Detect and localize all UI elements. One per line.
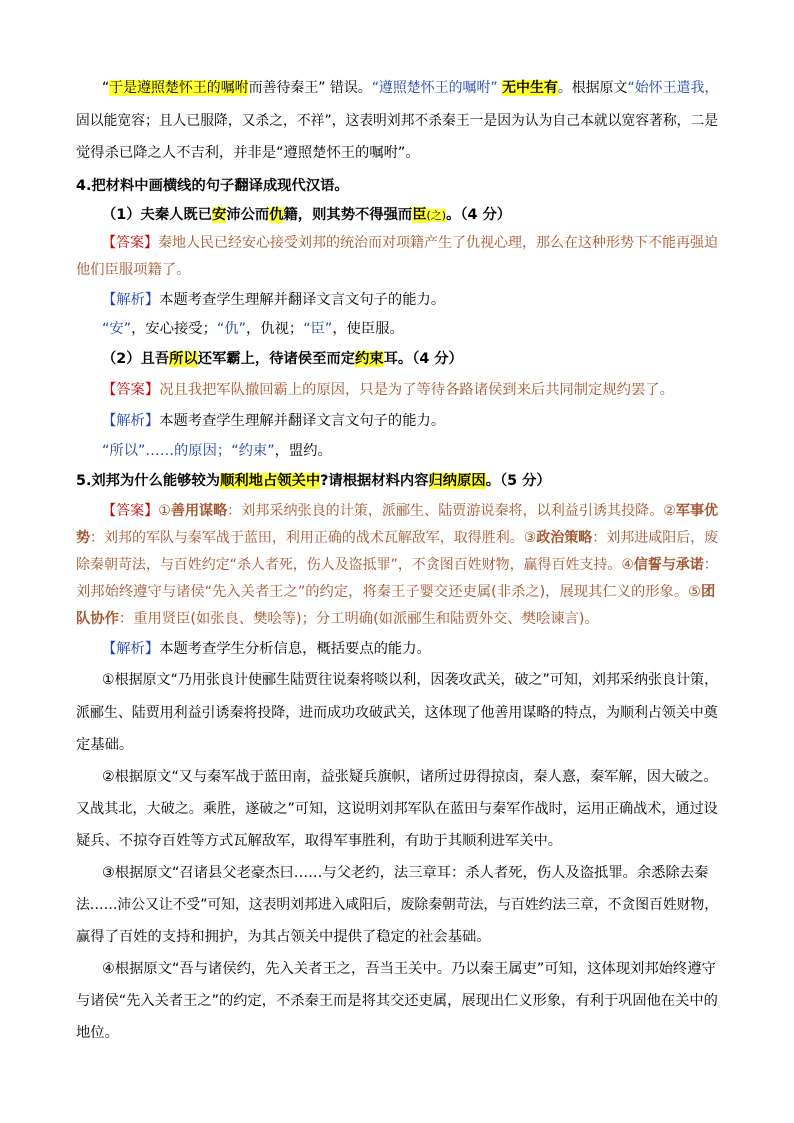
quote-text: “安” xyxy=(102,321,132,337)
explain-line xyxy=(102,289,445,311)
text: ，使臣服。 xyxy=(332,321,404,337)
text: 。根据原文 xyxy=(557,80,628,96)
answer-keyword: 团 xyxy=(700,584,716,600)
note-line xyxy=(102,318,404,340)
answer-line xyxy=(102,232,718,254)
para-line: ①根据原文“乃用张良计使郦生陆贾往说秦将啖以利，因袭攻武关，破之”可知，刘邦采纳张良计策， xyxy=(102,672,719,688)
highlight-text: 顺利地占领关中 xyxy=(220,473,321,489)
explain-tag: 【解析】 xyxy=(102,292,160,308)
para-line: ③根据原文“召诸县父老豪杰曰……与父老约，法三章耳：杀人者死，伤人及盗抵罪。余悉除去秦 xyxy=(102,865,709,881)
explain-tag: 【解析】 xyxy=(102,641,160,657)
text: 而善待秦王” xyxy=(248,80,326,96)
answer-line xyxy=(76,608,599,630)
highlight-text: 约束 xyxy=(355,351,384,367)
quote-text: “臣” xyxy=(303,321,333,337)
answer-line: 他们臣服项籍了。 xyxy=(76,262,191,278)
para-line xyxy=(102,77,718,99)
answer-text: ：刘邦的军队与秦军战于蓝田，利用正确的战术瓦解敌军，取得胜利。③ xyxy=(89,530,537,546)
highlight-text: 安 xyxy=(212,207,227,223)
answer-tag: 【答案】 xyxy=(102,503,159,519)
highlight-text: 于是遵照楚怀王的嘱咐 xyxy=(109,80,249,96)
text: 。（4 分） xyxy=(446,207,512,223)
text: （2）且吾 xyxy=(102,351,170,367)
text: 还军霸上，待诸侯至而定 xyxy=(197,351,355,367)
text: ，仇视； xyxy=(246,321,304,337)
answer-line xyxy=(102,379,674,401)
answer-keyword: 势 xyxy=(76,530,90,546)
text: ，盟约。 xyxy=(274,443,332,459)
text: 籍，则其势不得强而 xyxy=(283,207,413,223)
answer-text: 况且我把军队撤回霸上的原因，只是为了等待各路诸侯到来后共同制定规约罢了。 xyxy=(159,382,674,398)
quote-text: “始怀王遣我， xyxy=(627,80,719,96)
para-line: ②根据原文“又与秦军战于蓝田南，益张疑兵旗帜，诸所过毋得掠卤，秦人憙，秦军解，因大破之。 xyxy=(102,769,718,785)
answer-keyword: 信誓与承诺 xyxy=(633,557,704,573)
text: 本题考查学生理解并翻译文言文句子的能力。 xyxy=(159,292,446,308)
answer-line xyxy=(76,527,718,549)
explain-line xyxy=(102,410,445,432)
sentence-2 xyxy=(102,348,463,370)
quote-text: “仇” xyxy=(216,321,247,337)
text: 本题考查学生理解并翻译文言文句子的能力。 xyxy=(159,413,446,429)
text: ，安心接受； xyxy=(131,321,217,337)
text: （1）夫秦人既已 xyxy=(102,207,213,223)
para-line: 与诸侯“先入关者王之”的约定，不杀秦王而是将其交还吏属，展现出仁义形象，有利于巩固他在关中的 xyxy=(76,993,718,1009)
highlight-text: 所以 xyxy=(169,351,198,367)
answer-text: ：刘邦采纳张良的计策，派郦生、陆贾游说秦将，以利益引诱其投降。② xyxy=(227,503,676,519)
text: 耳。（4 分） xyxy=(383,351,463,367)
highlight-text: 臣 xyxy=(412,207,427,223)
highlight-text: 归纳原因 xyxy=(428,473,486,489)
question-title: 4.把材料中画横线的句子翻译成现代汉语。 xyxy=(76,178,349,194)
answer-tag: 【答案】 xyxy=(102,235,159,251)
answer-text: 除秦朝苛法，与百姓约定“杀人者死，伤人及盗抵罪”，不贪图百姓财物，赢得百姓支持。④ xyxy=(76,557,634,573)
answer-keyword: 队协作 xyxy=(76,611,119,627)
highlight-text: 无中生有 xyxy=(502,80,558,96)
quote-text: “所以”……的原因； xyxy=(102,443,232,459)
para-line: 派郦生、陆贾用利益引诱秦将投降，进而成功攻破武关，这体现了他善用谋略的特点，为顺利占领关中奠 xyxy=(76,705,718,721)
explain-line xyxy=(102,638,431,660)
para-line: 觉得杀已降之人不吉利，并非是“遵照楚怀王的嘱咐”。 xyxy=(76,145,420,161)
para-line: 地位。 xyxy=(76,1025,119,1041)
answer-text: ：重用贤臣(如张良、樊哙等)；分工明确(如派郦生和陆贾外交、樊哙谏言)。 xyxy=(118,611,599,627)
answer-line xyxy=(102,500,718,522)
answer-tag: 【答案】 xyxy=(102,382,160,398)
answer-text: ： xyxy=(703,557,718,573)
answer-text: ① xyxy=(158,503,171,519)
note-line xyxy=(102,440,332,462)
para-line: 赢得了百姓的支持和拥护，为其占领关中提供了稳定的社会基础。 xyxy=(76,929,491,945)
answer-keyword: 善用谋略 xyxy=(170,503,228,519)
para-line: 固以能宽容；且人已服降，又杀之，不祥”，这表明刘邦不杀秦王一是因为认为自己本就以宽容著称，二是 xyxy=(76,113,719,129)
sentence-1 xyxy=(102,204,511,227)
para-line: 疑兵、不掠夺百姓等方式瓦解敌军，取得军事胜利，有助于其顺利进军关中。 xyxy=(76,833,563,849)
answer-keyword: 政治策略 xyxy=(536,530,593,546)
para-line: ④根据原文“吾与诸侯约，先入关者王之，吾当王关中。乃以秦王属吏”可知，这体现刘邦始终遵守 xyxy=(102,961,716,977)
text: 沛公而 xyxy=(226,207,270,223)
para-line: 又战其北，大破之。乘胜，遂破之”可知，这说明刘邦军队在蓝田与秦军作战时，运用正确战术，通过设 xyxy=(76,801,718,817)
answer-text: 秦地人民已经安心接受刘邦的统治而对项籍产生了仇视心理，那么在这种形势下不能再强迫 xyxy=(158,235,719,251)
explain-tag: 【解析】 xyxy=(102,413,160,429)
answer-keyword: 军事优 xyxy=(675,503,719,519)
quote-text: “遵照楚怀王的嘱咐” xyxy=(371,80,498,96)
question-title xyxy=(76,470,551,492)
answer-text: 刘邦始终遵守与诸侯“先入关者王之”的约定，将秦王子婴交还吏属(非杀之)，展现其仁义的形象。⑤ xyxy=(76,584,701,600)
text: ?请根据材料内容 xyxy=(320,473,429,489)
answer-line xyxy=(76,554,718,576)
text: “ xyxy=(102,80,110,96)
highlight-text: 仇 xyxy=(269,207,284,223)
answer-text: ：刘邦进咸阳后，废 xyxy=(592,530,719,546)
para-line: 法……沛公又让不受”可知，这表明刘邦进入咸阳后，废除秦朝苛法，与百姓约法三章，不贪图百姓财物， xyxy=(76,897,719,913)
quote-text: “约束” xyxy=(231,443,275,459)
text: 本题考查学生分析信息，概括要点的能力。 xyxy=(159,641,431,657)
answer-line xyxy=(76,581,715,603)
text: 。（5 分） xyxy=(485,473,551,489)
highlight-text: (之) xyxy=(426,209,447,222)
text: 5.刘邦为什么能够较为 xyxy=(76,473,221,489)
para-line: 定基础。 xyxy=(76,737,134,753)
text: 错误。 xyxy=(325,80,372,96)
